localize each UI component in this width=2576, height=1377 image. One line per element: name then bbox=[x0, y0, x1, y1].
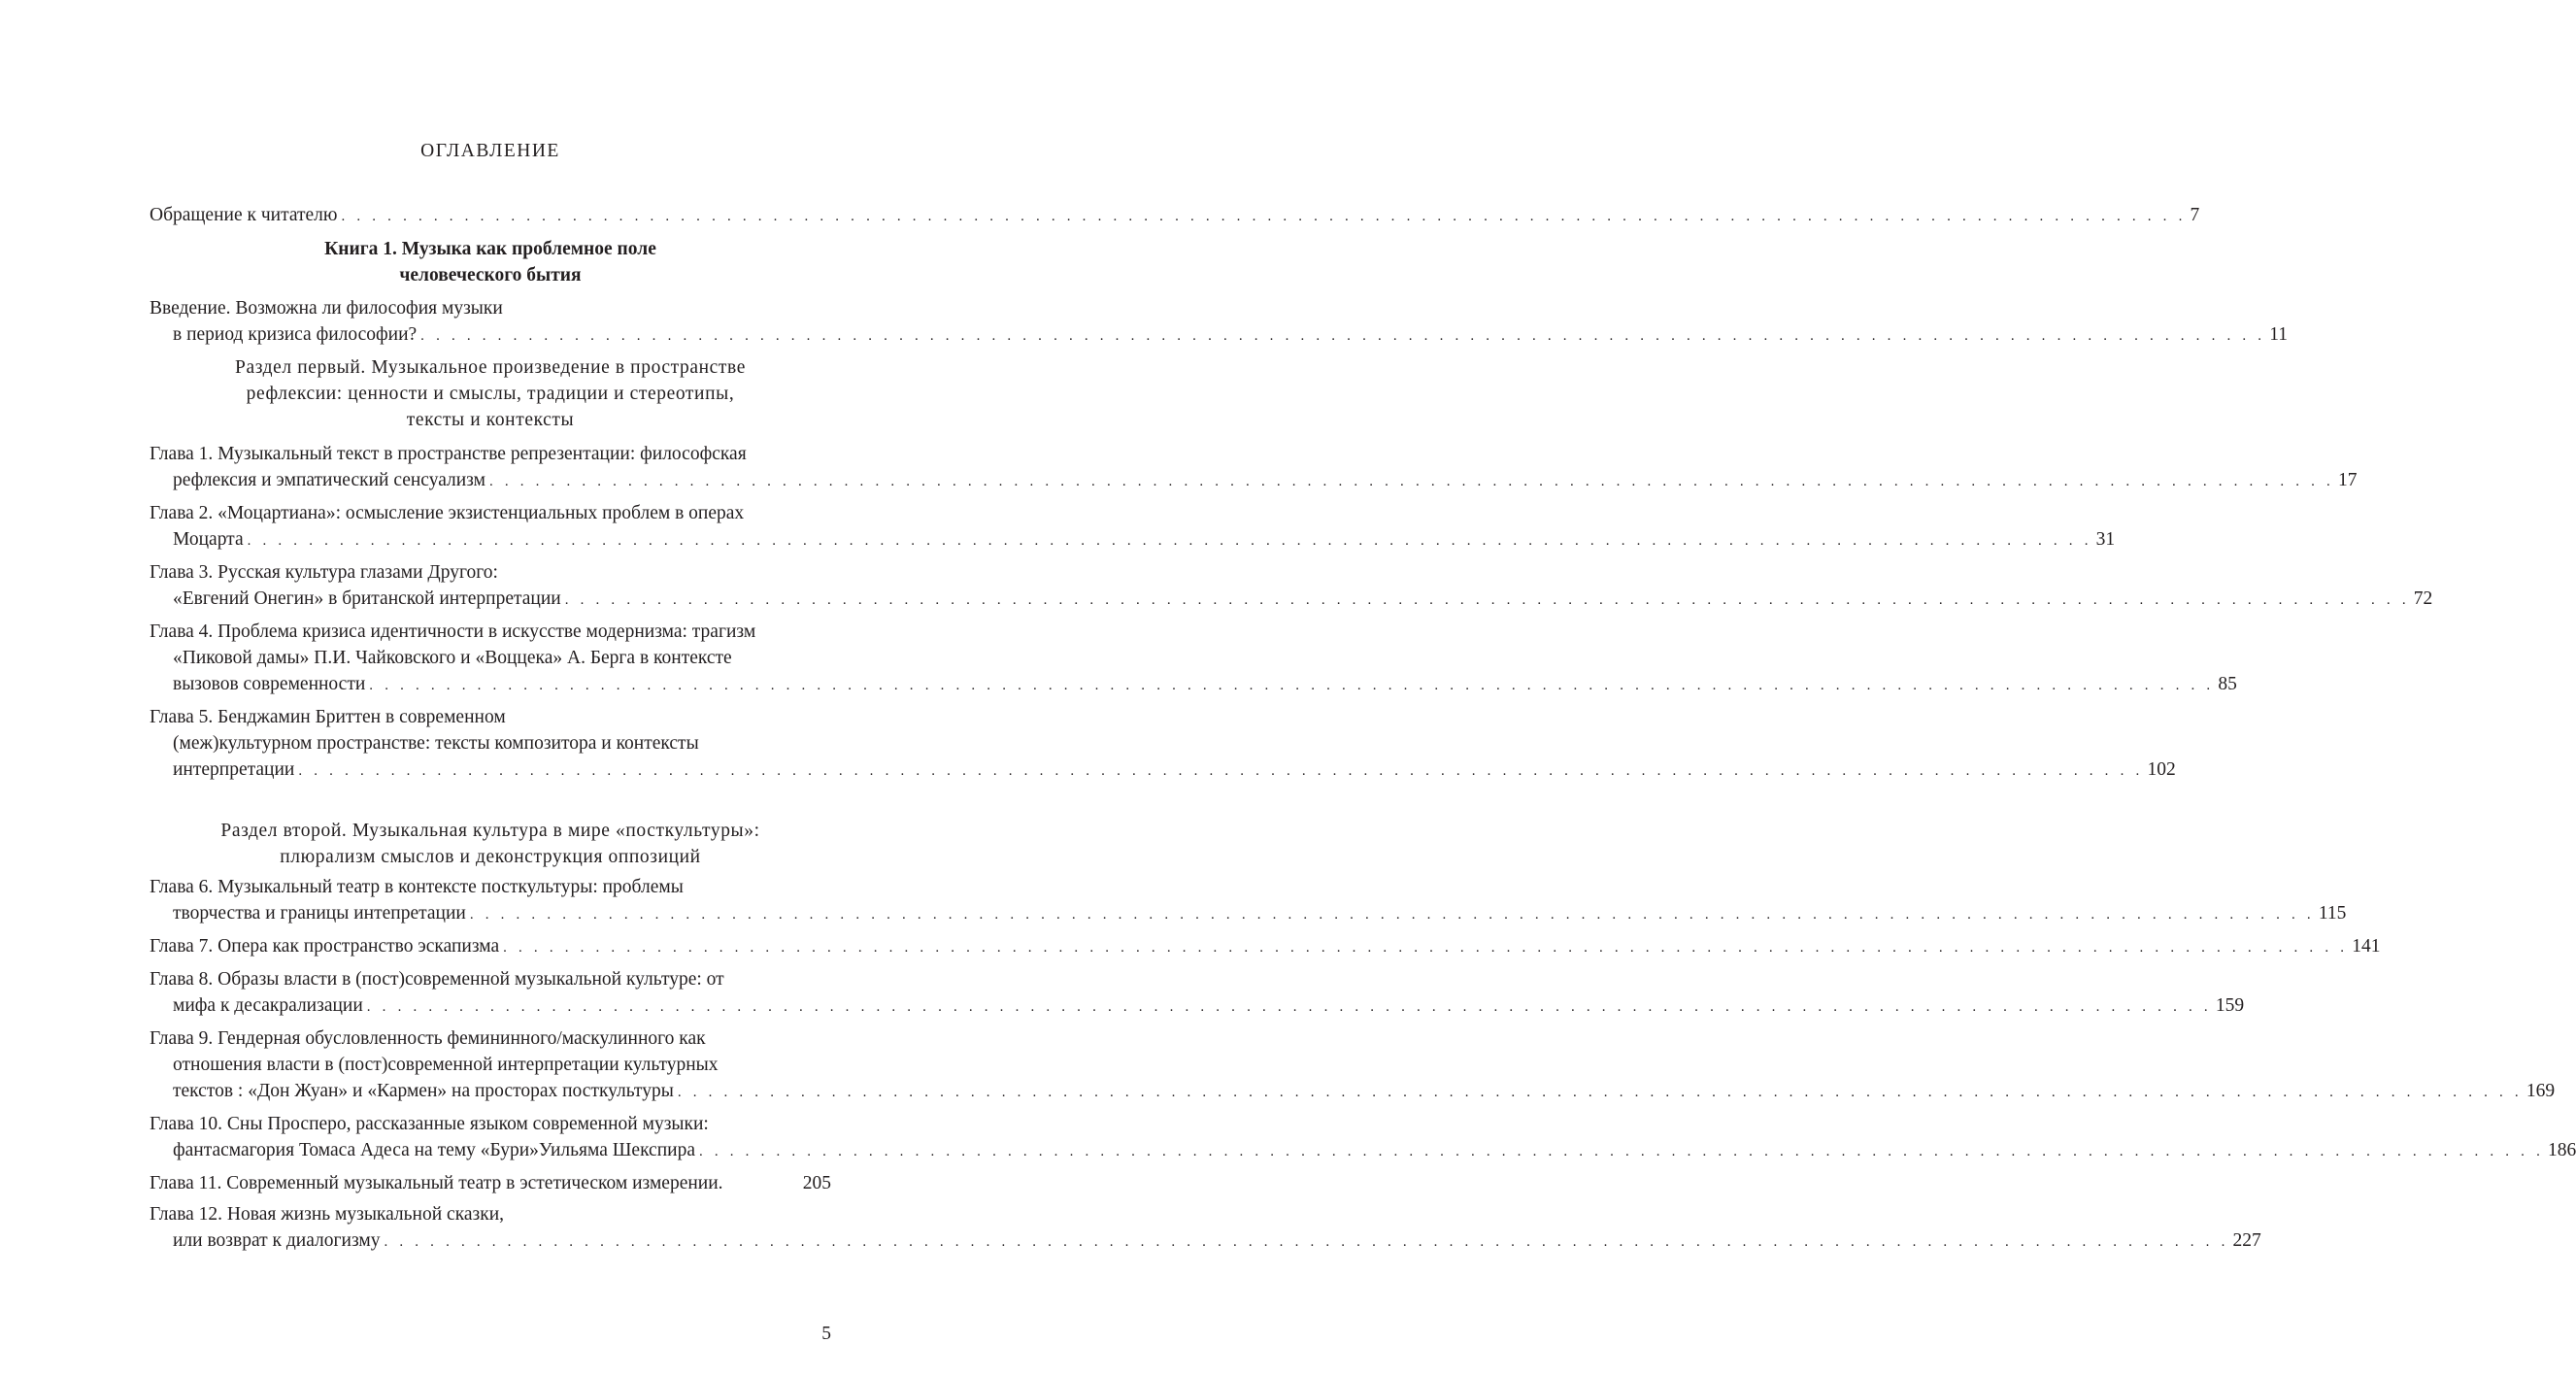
toc-entry-chapter-4[interactable] bbox=[150, 619, 2237, 699]
toc-entry-introduction[interactable] bbox=[150, 295, 2289, 350]
leader-dots: . . . . . . . . . . . . . . . . . . . . . . . . . . . . . . . . . . . . . . . . . . . . . . . . . . . . . . . . . . . . . . . . . . . . . . . . . . . . . . . . . . . . . . . . . . . . . . . . . . . . . . . . . . . . . . . . . . . . . . . . bbox=[298, 763, 2144, 779]
leader-dots: . . . . . . . . . . . . . . . . . . . . . . . . . . . . . . . . . . . . . . . . . . . . . . . . . . . . . . . . . . . . . . . . . . . . . . . . . . . . . . . . . . . . . . . . . . . . . . . . . . . . . . . . . . . . . . . . . . . . . . . . bbox=[564, 592, 2410, 608]
toc-entry-title: вызовов современности bbox=[173, 674, 366, 694]
toc-entry-chapter-12[interactable] bbox=[150, 1201, 2261, 1256]
toc-entry-line: Введение. Возможна ли философия музыки bbox=[150, 298, 503, 319]
toc-entry-line: «Пиковой дамы» П.И. Чайковского и «Воццека» А. Берга в контексте bbox=[173, 648, 732, 668]
toc-entry-line bbox=[150, 671, 2237, 699]
toc-entry-chapter-7[interactable] bbox=[150, 933, 2381, 961]
leader-dots: . . . . . . . . . . . . . . . . . . . . . . . . . . . . . . . . . . . . . . . . . . . . . . . . . . . . . . . . . . . . . . . . . . . . . . . . . . . . . . . . . . . . . . . . . . . . . . . . . . . . . . . . . . . . . . . . . . . . . . . . bbox=[384, 1234, 2229, 1250]
toc-entry-line: Глава 6. Музыкальный театр в контексте посткультуры: проблемы bbox=[150, 877, 684, 897]
toc-entry-page: 17 bbox=[2338, 470, 2358, 490]
book-heading-line-2: человеческого бытия bbox=[399, 265, 582, 285]
toc-entry-page: 141 bbox=[2352, 936, 2381, 957]
toc-entry-chapter-5[interactable] bbox=[150, 704, 2176, 785]
toc-entry-title: в период кризиса философии? bbox=[173, 324, 418, 345]
leader-dots: . . . . . . . . . . . . . . . . . . . . . . . . . . . . . . . . . . . . . . . . . . . . . . . . . . . . . . . . . . . . . . . . . . . . . . . . . . . . . . . . . . . . . . . . . . . . . . . . . . . . . . . . . . . . . . . . . . . . . . . . bbox=[366, 999, 2212, 1015]
toc-entry-page: 72 bbox=[2413, 588, 2433, 609]
toc-entry-title: Глава 7. Опера как пространство эскапизма bbox=[150, 936, 500, 957]
toc-entry-chapter-10[interactable] bbox=[150, 1111, 2576, 1165]
toc-entry-page: 11 bbox=[2269, 324, 2289, 345]
section-heading-line-2: рефлексии: ценности и смыслы, традиции и стереотипы, bbox=[246, 384, 735, 404]
toc-entry-page: 7 bbox=[2190, 205, 2200, 225]
toc-entry-line: Глава 8. Образы власти в (пост)современной музыкальной культуре: от bbox=[150, 969, 724, 990]
section-1-heading bbox=[150, 354, 831, 433]
toc-entry-chapter-6[interactable] bbox=[150, 874, 2347, 928]
toc-entry-page: 227 bbox=[2232, 1230, 2261, 1251]
toc-entry-chapter-9[interactable] bbox=[150, 1025, 2556, 1106]
toc-entry-title: мифа к десакрализации bbox=[173, 995, 363, 1016]
toc-entry-title: текстов : «Дон Жуан» и «Кармен» на просторах посткультуры bbox=[173, 1081, 674, 1101]
toc-entry-page: 159 bbox=[2215, 995, 2245, 1016]
toc-entry-chapter-2[interactable] bbox=[150, 500, 2116, 554]
leader-dots: . . . . . . . . . . . . . . . . . . . . . . . . . . . . . . . . . . . . . . . . . . . . . . . . . . . . . . . . . . . . . . . . . . . . . . . . . . . . . . . . . . . . . . . . . . . . . . . . . . . . . . . . . . . . . . . . . . . . . . . . bbox=[488, 474, 2335, 489]
toc-entry-line bbox=[150, 467, 2358, 495]
book-page bbox=[150, 0, 2576, 1377]
toc-entry-line bbox=[150, 586, 2433, 614]
toc-entry-page: 102 bbox=[2147, 759, 2176, 780]
toc-title: ОГЛАВЛЕНИЕ bbox=[420, 141, 560, 161]
section-heading-line-3: тексты и контексты bbox=[406, 410, 575, 430]
toc-entry-page: 169 bbox=[2526, 1081, 2556, 1101]
toc-entry-line bbox=[150, 1227, 2261, 1256]
toc-entry-chapter-11[interactable] bbox=[150, 1170, 831, 1196]
toc-entry-page: 85 bbox=[2218, 674, 2237, 694]
toc-entry-line: Глава 9. Гендерная обусловленность фемининного/маскулинного как bbox=[150, 1028, 706, 1049]
toc-entry-page: 31 bbox=[2095, 529, 2116, 550]
table-of-contents bbox=[150, 202, 2576, 1260]
toc-entry-line bbox=[150, 992, 2245, 1021]
section-2-heading bbox=[150, 818, 831, 870]
toc-entry-title: Глава 11. Современный музыкальный театр в эстетическом измерении. bbox=[150, 1173, 723, 1193]
book-heading-line-1: Книга 1. Музыка как проблемное поле bbox=[324, 239, 656, 259]
toc-entry-title: Обращение к читателю bbox=[150, 205, 338, 225]
toc-entry-line bbox=[150, 1137, 2576, 1165]
toc-entry-line: Глава 3. Русская культура глазами Другого: bbox=[150, 562, 498, 583]
toc-entry-line: отношения власти в (пост)современной интерпретации культурных bbox=[173, 1055, 719, 1075]
toc-entry-page: 115 bbox=[2318, 903, 2347, 924]
toc-entry-line: Глава 4. Проблема кризиса идентичности в искусстве модернизма: трагизм bbox=[150, 621, 756, 642]
toc-entry-line bbox=[150, 900, 2347, 928]
toc-entry-line bbox=[150, 1078, 2556, 1106]
leader-dots: . . . . . . . . . . . . . . . . . . . . . . . . . . . . . . . . . . . . . . . . . . . . . . . . . . . . . . . . . . . . . . . . . . . . . . . . . . . . . . . . . . . . . . . . . . . . . . . . . . . . . . . . . . . . . . . . . . . . . . . . bbox=[677, 1085, 2523, 1100]
section-heading-line-1: Раздел первый. Музыкальное произведение в пространстве bbox=[235, 357, 746, 378]
toc-entry-title: или возврат к диалогизму bbox=[173, 1230, 381, 1251]
section-heading-line-1: Раздел второй. Музыкальная культура в мире «посткультуры»: bbox=[220, 821, 760, 841]
toc-entry-line bbox=[150, 1170, 831, 1196]
leader-dots: . . . . . . . . . . . . . . . . . . . . . . . . . . . . . . . . . . . . . . . . . . . . . . . . . . . . . . . . . . . . . . . . . . . . . . . . . . . . . . . . . . . . . . . . . . . . . . . . . . . . . . . . . . . . . . . . . . . . . . . . bbox=[469, 907, 2315, 923]
leader-dots: . . . . . . . . . . . . . . . . . . . . . . . . . . . . . . . . . . . . . . . . . . . . . . . . . . . . . . . . . . . . . . . . . . . . . . . . . . . . . . . . . . . . . . . . . . . . . . . . . . . . . . . . . . . . . . . . . . . . . . . . bbox=[341, 209, 2187, 224]
toc-entry-line: Глава 5. Бенджамин Бриттен в современном bbox=[150, 707, 506, 727]
toc-entry-title: Моцарта bbox=[173, 529, 244, 550]
toc-entry-chapter-3[interactable] bbox=[150, 559, 2433, 614]
toc-entry-title: рефлексия и эмпатический сенсуализм bbox=[173, 470, 485, 490]
toc-entry-line bbox=[150, 202, 2200, 230]
section-heading-line-2: плюрализм смыслов и деконструкция оппозиций bbox=[280, 847, 701, 867]
toc-entry-title: «Евгений Онегин» в британской интерпретации bbox=[173, 588, 561, 609]
toc-entry-title: фантасмагория Томаса Адеса на тему «Бури»Уильяма Шекспира bbox=[173, 1140, 695, 1160]
toc-entry-line: (меж)культурном пространстве: тексты композитора и контексты bbox=[173, 733, 699, 754]
toc-entry-title: интерпретации bbox=[173, 759, 295, 780]
toc-entry-line: Глава 1. Музыкальный текст в пространстве репрезентации: философская bbox=[150, 444, 747, 464]
toc-entry-line bbox=[150, 526, 2116, 554]
toc-entry-address-to-reader[interactable] bbox=[150, 202, 2200, 230]
toc-entry-line: Глава 12. Новая жизнь музыкальной сказки, bbox=[150, 1204, 505, 1225]
toc-entry-title: творчества и границы интепретации bbox=[173, 903, 466, 924]
toc-entry-line bbox=[150, 933, 2381, 961]
page-number: 5 bbox=[821, 1324, 831, 1344]
leader-dots: . . . . . . . . . . . . . . . . . . . . . . . . . . . . . . . . . . . . . . . . . . . . . . . . . . . . . . . . . . . . . . . . . . . . . . . . . . . . . . . . . . . . . . . . . . . . . . . . . . . . . . . . . . . . . . . . . . . . . . . . bbox=[698, 1144, 2545, 1159]
toc-entry-line bbox=[150, 756, 2176, 785]
leader-dots: . . . . . . . . . . . . . . . . . . . . . . . . . . . . . . . . . . . . . . . . . . . . . . . . . . . . . . . . . . . . . . . . . . . . . . . . . . . . . . . . . . . . . . . . . . . . . . . . . . . . . . . . . . . . . . . . . . . . . . . . bbox=[420, 328, 2266, 344]
leader-dots: . . . . . . . . . . . . . . . . . . . . . . . . . . . . . . . . . . . . . . . . . . . . . . . . . . . . . . . . . . . . . . . . . . . . . . . . . . . . . . . . . . . . . . . . . . . . . . . . . . . . . . . . . . . . . . . . . . . . . . . . bbox=[369, 678, 2215, 693]
toc-entry-page: 205 bbox=[802, 1173, 831, 1193]
toc-entry-line: Глава 2. «Моцартиана»: осмысление экзистенциальных проблем в операх bbox=[150, 503, 745, 523]
toc-entry-chapter-1[interactable] bbox=[150, 441, 2358, 495]
leader-dots: . . . . . . . . . . . . . . . . . . . . . . . . . . . . . . . . . . . . . . . . . . . . . . . . . . . . . . . . . . . . . . . . . . . . . . . . . . . . . . . . . . . . . . . . . . . . . . . . . . . . . . . . . . . . . . . . . . . . . . . . bbox=[247, 533, 2092, 549]
toc-entry-chapter-8[interactable] bbox=[150, 966, 2245, 1021]
leader-dots: . . . . . . . . . . . . . . . . . . . . . . . . . . . . . . . . . . . . . . . . . . . . . . . . . . . . . . . . . . . . . . . . . . . . . . . . . . . . . . . . . . . . . . . . . . . . . . . . . . . . . . . . . . . . . . . . . . . . . . . . bbox=[503, 940, 2349, 956]
toc-entry-page: 186 bbox=[2548, 1140, 2576, 1160]
toc-entry-line: Глава 10. Сны Просперо, рассказанные языком современной музыки: bbox=[150, 1114, 709, 1134]
toc-entry-line bbox=[150, 321, 2289, 350]
book-1-heading bbox=[150, 236, 831, 288]
